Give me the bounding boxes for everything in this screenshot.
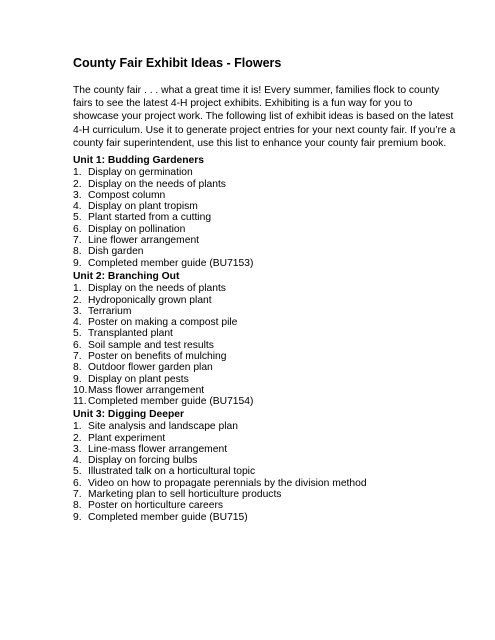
item-number: 10. — [73, 384, 88, 396]
list-item — [73, 212, 453, 223]
item-text: Poster on benefits of mulching — [88, 350, 227, 362]
item-text: Line flower arrangement — [88, 234, 200, 246]
item-number: 4. — [73, 317, 82, 329]
item-text: Transplanted plant — [88, 328, 173, 340]
list-item — [73, 512, 453, 523]
item-text: Display on plant tropism — [88, 201, 198, 213]
item-text: Poster on horticulture careers — [88, 500, 224, 512]
unit-3-section — [73, 408, 453, 523]
item-number: 8. — [73, 246, 82, 258]
item-text: Dish garden — [88, 246, 144, 258]
unit-heading: Unit 1: Budding Gardeners — [73, 155, 205, 166]
unit-heading: Unit 3: Digging Deeper — [73, 409, 184, 420]
item-text: Completed member guide (BU7153) — [88, 257, 254, 269]
item-text: Line-mass flower arrangement — [88, 443, 228, 455]
list-item — [73, 283, 453, 294]
item-number: 4. — [73, 201, 82, 213]
list-item — [73, 500, 453, 511]
page-title: County Fair Exhibit Ideas - Flowers — [73, 56, 282, 70]
list-item — [73, 444, 453, 455]
list-item — [73, 258, 453, 269]
item-number: 2. — [73, 294, 82, 306]
item-number: 2. — [73, 432, 82, 444]
intro-paragraph — [73, 84, 473, 150]
item-text: Display on the needs of plants — [88, 178, 226, 190]
item-text: Terrarium — [88, 305, 132, 317]
list-item — [73, 328, 453, 339]
item-number: 5. — [73, 466, 82, 478]
item-text: Compost column — [88, 189, 166, 201]
item-number: 7. — [73, 234, 82, 246]
unit-2-section — [73, 270, 453, 407]
list-item — [73, 317, 453, 328]
item-number: 4. — [73, 455, 82, 467]
list-item — [73, 374, 453, 385]
list-item — [73, 179, 453, 190]
intro-line: showcase your project work. The following list of exhibit ideas is based on the latest — [73, 111, 454, 123]
item-text: Plant started from a cutting — [88, 212, 212, 224]
unit-2-list — [73, 283, 453, 407]
item-text: Soil sample and test results — [88, 339, 214, 351]
list-item — [73, 466, 453, 477]
item-number: 3. — [73, 443, 82, 455]
item-number: 7. — [73, 350, 82, 362]
list-item — [73, 235, 453, 246]
item-text: Completed member guide (BU715) — [88, 511, 248, 523]
list-item — [73, 433, 453, 444]
list-item — [73, 167, 453, 178]
item-text: Plant experiment — [88, 432, 166, 444]
list-item — [73, 306, 453, 317]
item-text: Illustrated talk on a horticultural topic — [88, 466, 256, 478]
item-text: Display on the needs of plants — [88, 283, 226, 295]
item-number: 1. — [73, 421, 82, 433]
list-item — [73, 224, 453, 235]
item-text: Video on how to propagate perennials by the division method — [88, 477, 367, 489]
list-item — [73, 340, 453, 351]
item-text: Site analysis and landscape plan — [88, 421, 238, 433]
item-number: 3. — [73, 189, 82, 201]
list-item — [73, 421, 453, 432]
list-item — [73, 351, 453, 362]
item-text: Display on pollination — [88, 223, 186, 235]
item-text: Poster on making a compost pile — [88, 317, 238, 329]
item-number: 5. — [73, 328, 82, 340]
list-item — [73, 246, 453, 257]
item-number: 5. — [73, 212, 82, 224]
item-number: 7. — [73, 488, 82, 500]
item-number: 1. — [73, 283, 82, 295]
item-number: 3. — [73, 305, 82, 317]
list-item — [73, 396, 453, 407]
item-text: Outdoor flower garden plan — [88, 362, 213, 374]
item-text: Mass flower arrangement — [88, 384, 205, 396]
intro-line: fairs to see the latest 4-H project exhibits. Exhibiting is a fun way for you to — [73, 98, 413, 110]
item-number: 6. — [73, 223, 82, 235]
item-text: Display on forcing bulbs — [88, 455, 198, 467]
item-text: Display on germination — [88, 167, 193, 179]
list-item — [73, 190, 453, 201]
item-text: Hydroponically grown plant — [88, 294, 212, 306]
unit-1-list — [73, 167, 453, 269]
item-number: 6. — [73, 477, 82, 489]
list-item — [73, 295, 453, 306]
unit-3-list — [73, 421, 453, 523]
unit-heading: Unit 2: Branching Out — [73, 271, 180, 282]
intro-line: county fair superintendent, use this list to enhance your county fair premium book. — [73, 137, 447, 149]
item-number: 11. — [73, 396, 87, 408]
list-item — [73, 455, 453, 466]
item-number: 9. — [73, 373, 82, 385]
item-text: Completed member guide (BU7154) — [88, 396, 254, 408]
item-number: 2. — [73, 178, 82, 190]
intro-line: The county fair . . . what a great time it is! Every summer, families flock to county — [73, 85, 440, 96]
item-number: 8. — [73, 500, 82, 512]
list-item — [73, 201, 453, 212]
item-number: 1. — [73, 167, 82, 179]
item-text: Marketing plan to sell horticulture products — [88, 488, 282, 500]
item-number: 8. — [73, 362, 82, 374]
item-number: 9. — [73, 257, 82, 269]
item-number: 9. — [73, 511, 82, 523]
item-number: 6. — [73, 339, 82, 351]
list-item — [73, 478, 453, 489]
list-item — [73, 489, 453, 500]
item-text: Display on plant pests — [88, 373, 189, 385]
unit-1-section — [73, 154, 453, 269]
intro-line: 4-H curriculum. Use it to generate project entries for your next county fair. If you’re a — [73, 124, 456, 136]
list-item — [73, 385, 453, 396]
list-item — [73, 362, 453, 373]
